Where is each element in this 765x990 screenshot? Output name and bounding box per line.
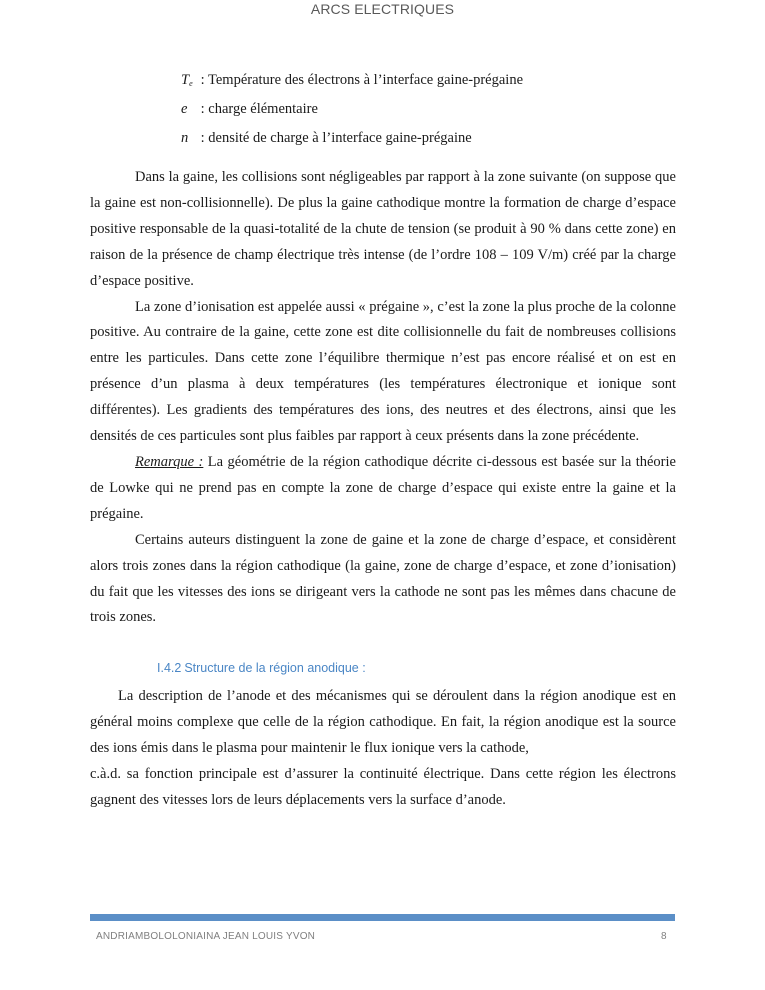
remarque-text: La géométrie de la région cathodique décrite ci-dessous est basée sur la théorie de Lowke qui ne prend pas en compte la zone de charge d’espace qui existe entre la gaine et la prégaine. (90, 453, 676, 522)
definition-text: : densité de charge à l’interface gaine-prégaine (200, 130, 472, 146)
definition-text: : Température des électrons à l’interface gaine-prégaine (200, 72, 524, 88)
paragraph-ionisation: La zone d’ionisation est appelée aussi « prégaine », c’est la zone la plus proche de la colonne positive. Au contraire de la gaine, cette zone est dite collisionnelle du fait de nombreuses collisions entre les particules. Dans cette zone l’équilibre thermique n’est pas encore réalisé et on est en présence d’un plasma à deux températures (les températures électronique et ionique sont différentes). Les gradients des températures des ions, des neutres et des électrons, ainsi que les densités de ces particules sont plus faibles par rapport à ceux présents dans la zone précédente. (90, 298, 676, 445)
page-header-title: ARCS ELECTRIQUES (310, 1, 455, 17)
footer-author: ANDRIAMBOLOLONIAINA JEAN LOUIS YVON (96, 931, 316, 942)
paragraph-remarque (90, 450, 676, 528)
footer-page-number: 8 (661, 931, 667, 942)
paragraph-auteurs: Certains auteurs distinguent la zone de gaine et la zone de charge d’espace, et considèrent alors trois zones dans la région cathodique (la gaine, zone de charge d’espace, et zone d’ionisation) du fait que les vitesses des ions se dirigeant vers la cathode ne sont pas les mêmes dans chacune de trois zones. (90, 531, 676, 626)
paragraph-gaine: Dans la gaine, les collisions sont négligeables par rapport à la zone suivante (on suppose que la gaine est non-collisionnelle). De plus la gaine cathodique montre la formation de charge d’espace positive responsable de la quasi-totalité de la chute de tension (se produit à 90 % dans cette zone) en raison de la présence de champ électrique très intense (de l’ordre 108 – 109 V/m) créé par la charge d’espace positive. (90, 169, 676, 289)
section-title: Structure de la région anodique : (184, 661, 366, 675)
definition-te (181, 72, 523, 89)
definition-text: : charge élémentaire (200, 101, 318, 117)
definition-e (181, 101, 318, 118)
definition-n (181, 130, 472, 147)
body-block-anode (90, 684, 676, 814)
section-number: I.4.2 (157, 661, 182, 675)
paragraph-anode: La description de l’anode et des mécanismes qui se déroulent dans la région anodique est en général moins complexe que celle de la région cathodique. En fait, la région anodique est la source des ions émis dans le plasma pour maintenir le flux ionique vers la cathode, (90, 688, 676, 756)
definition-symbol: n (181, 130, 189, 146)
definition-symbol: $T_e$ (181, 72, 193, 88)
paragraph-anode-continued: c.à.d. sa fonction principale est d’assurer la continuité électrique. Dans cette région les électrons gagnent des vitesses lors de leurs déplacements vers la surface d’anode. (90, 765, 676, 808)
definition-symbol: e (181, 101, 188, 117)
remarque-label: Remarque : (135, 453, 204, 470)
footer-rule (90, 914, 675, 921)
body-block-cathode (90, 165, 676, 631)
section-heading (157, 661, 366, 675)
